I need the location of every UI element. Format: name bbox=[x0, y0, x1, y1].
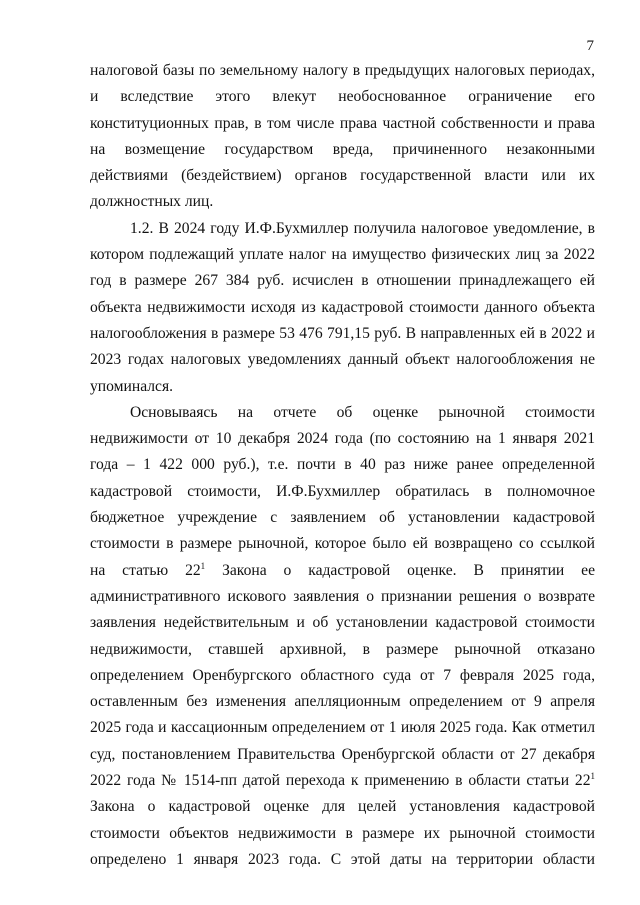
text-line: упоминался. bbox=[90, 377, 174, 395]
text-line: Основываясь на отчете об оценке рыночной стоимости bbox=[130, 403, 595, 421]
text-line: объекта недвижимости исходя из кадастровой стоимости данного объекта bbox=[90, 298, 595, 316]
page-number: 7 bbox=[586, 38, 594, 54]
footnote-superscript: 1 bbox=[200, 560, 206, 571]
document-body bbox=[90, 58, 595, 873]
text-line: и вследствие этого влекут необоснованное ограничение его bbox=[90, 88, 595, 106]
text-line: оставленным без изменения апелляционным определением от 9 апреля bbox=[90, 693, 595, 711]
text-line: заявления недействительным и об установлении кадастровой стоимости bbox=[90, 614, 595, 632]
text-line: налоговой базы по земельному налогу в предыдущих налоговых периодах, bbox=[90, 62, 595, 79]
text-line: 2025 года и кассационным определением от 1 июля 2025 года. Как отметил bbox=[90, 719, 595, 737]
text-line: 1.2. В 2024 году И.Ф.Бухмиллер получила налоговое уведомление, в bbox=[130, 219, 595, 237]
text-line: 2022 года № 1514-пп датой перехода к применению в области статьи $22^1$ bbox=[90, 770, 595, 790]
text-line: конституционных прав, в том числе права частной собственности и права bbox=[90, 114, 595, 132]
text-line: на статью $22^1$ Закона о кадастровой оценке. В принятии ее bbox=[90, 560, 595, 579]
text-line: суд, постановлением Правительства Оренбургской области от 27 декабря bbox=[90, 745, 595, 763]
text-line: стоимости в размере рыночной, которое было ей возвращено со ссылкой bbox=[90, 535, 595, 553]
text-line: котором подлежащий уплате налог на имущество физических лиц за 2022 bbox=[90, 246, 595, 264]
text-line: год в размере 267 384 руб. исчислен в отношении принадлежащего ей bbox=[90, 272, 595, 290]
text-line: года – 1 422 000 руб.), т.е. почти в 40 раз ниже ранее определенной bbox=[90, 456, 595, 474]
footnote-superscript: 1 bbox=[590, 770, 595, 781]
text-line: административного искового заявления о признании решения о возврате bbox=[90, 587, 595, 605]
text-line: действиями (бездействием) органов государственной власти или их bbox=[90, 167, 595, 185]
text-line: определено 1 января 2023 года. С этой даты на территории области bbox=[90, 850, 595, 868]
paragraph bbox=[90, 58, 595, 216]
text-line: недвижимости от 10 декабря 2024 года (по состоянию на 1 января 2021 bbox=[90, 430, 595, 448]
text-line: Закона о кадастровой оценке для целей установления кадастровой bbox=[90, 798, 595, 816]
paragraph bbox=[90, 216, 595, 400]
paragraph bbox=[90, 400, 595, 873]
text-line: 2023 годах налоговых уведомлениях данный объект налогообложения не bbox=[90, 351, 595, 369]
text-line: стоимости объектов недвижимости в размере их рыночной стоимости bbox=[90, 824, 595, 842]
text-line: должностных лиц. bbox=[90, 193, 214, 211]
text-line: определением Оренбургского областного суда от 7 февраля 2025 года, bbox=[90, 666, 595, 684]
text-line: недвижимости, ставшей архивной, в размере рыночной отказано bbox=[90, 640, 595, 658]
text-line: бюджетное учреждение с заявлением об установлении кадастровой bbox=[90, 509, 595, 527]
text-line: на возмещение государством вреда, причиненного незаконными bbox=[90, 140, 595, 158]
text-line: кадастровой стоимости, И.Ф.Бухмиллер обратилась в полномочное bbox=[90, 482, 595, 500]
text-line: налогообложения в размере 53 476 791,15 руб. В направленных ей в 2022 и bbox=[90, 324, 595, 342]
